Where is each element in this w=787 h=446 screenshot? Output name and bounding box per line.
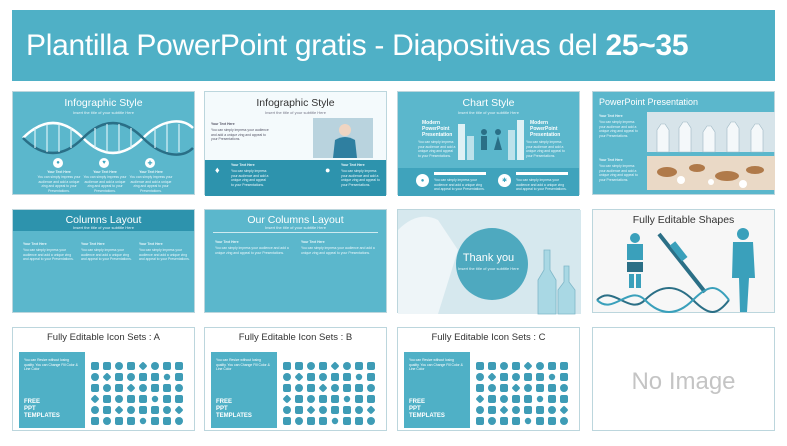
slide-body-text: You can simply impress your audience and add a unique zing and appeal to your Presentations.: [341, 169, 380, 187]
free-ppt-templates-label: FREE PPT TEMPLATES: [216, 399, 252, 419]
heart-icon: ♥: [99, 158, 109, 168]
page-banner: [12, 10, 775, 81]
slide-body-text: You can simply impress your audience and add a unique zing and appeal to your Presentations.: [599, 164, 638, 182]
drop-icon: ●: [416, 174, 429, 187]
no-image-placeholder: No Image: [631, 368, 736, 395]
progress-bar: [516, 172, 568, 175]
slide-thumbnail-icon-sets-a[interactable]: [12, 327, 195, 431]
icon-set-grid: [476, 362, 576, 428]
slide-thumbnail-infographic-style-dna[interactable]: [12, 91, 195, 195]
icon-panel: [211, 352, 277, 428]
slide-body-text: You can simply impress your audience and add a unique zing and appeal to your Presentations.: [418, 140, 456, 158]
doctor-photo: [313, 118, 373, 158]
divider: [213, 232, 378, 233]
slide-body-text: You can simply impress your audience and add a unique zing and appeal to your Presentations.: [139, 248, 190, 262]
slide-title: Chart Style: [462, 97, 515, 109]
slide-body-text: You can simply impress your audience and add a unique zing and appeal to your Presentations.: [599, 120, 638, 138]
slide-subtitle: Insert the title of your subtitle Here: [458, 266, 519, 271]
icon-set-grid: [91, 362, 191, 428]
slide-title: PowerPoint Presentation: [599, 97, 699, 107]
slide-thumbnail-icon-sets-c[interactable]: [397, 327, 580, 431]
icon-panel: [404, 352, 470, 428]
slide-title: Fully Editable Icon Sets : C: [431, 332, 546, 343]
slide-subtitle: Insert the title of your subtitle Here: [265, 225, 326, 230]
free-ppt-templates-label: FREE PPT TEMPLATES: [24, 399, 60, 419]
doctor-figure-icon: [313, 118, 373, 158]
slide-body-text: You can simply impress your audience and add a unique zing and appeal to your Presentations.: [526, 140, 565, 158]
slide-thumbnail-infographic-style-doctor[interactable]: [204, 91, 387, 195]
dna-helix-graphic: [13, 118, 196, 158]
slide-thumbnail-thank-you[interactable]: [397, 209, 580, 313]
slide-label: Your Text Here: [211, 122, 235, 126]
slide-subtitle: Insert the title of your subtitle Here: [265, 110, 326, 115]
slide-label: Your Text Here: [231, 163, 255, 167]
slide-thumbnail-fully-editable-shapes[interactable]: [592, 209, 775, 313]
drop-icon: ●: [325, 165, 331, 175]
progress-bar: [434, 172, 486, 175]
slide-label: Your Text Here: [93, 170, 117, 174]
slide-title: Columns Layout: [65, 214, 142, 226]
page-title: [26, 29, 688, 63]
slide-body-text: You can simply impress your audience and add a unique zing and appeal to your Presentations.: [231, 169, 269, 187]
radiation-icon: ✱: [498, 174, 511, 187]
slide-label: Your Text Here: [81, 242, 105, 246]
slide-body-text: You can simply impress your audience and add a unique zing and appeal to your Presentations.: [215, 246, 289, 255]
slide-label: Your Text Here: [139, 242, 163, 246]
slide-label: Your Text Here: [215, 240, 239, 244]
slide-body-text: You can simply impress your audience and add a unique zing and appeal to your Presentations.: [434, 178, 485, 192]
lab-bottles-photo: [647, 112, 775, 190]
slide-label: Your Text Here: [47, 170, 71, 174]
page-title-prefix: Plantilla PowerPoint gratis - Diapositivas del: [26, 28, 606, 62]
slide-title: Infographic Style: [256, 97, 335, 109]
slide-subtitle: Insert the title of your subtitle Here: [73, 110, 134, 115]
slide-label: Modern PowerPoint Presentation: [530, 120, 561, 138]
slide-title: Fully Editable Icon Sets : A: [46, 332, 160, 343]
slide-thumbnail-no-image[interactable]: [592, 327, 775, 431]
slide-label: Your Text Here: [139, 170, 163, 174]
icon-panel-text: You can Resize without losing quality. You can Change Fill Color & Line Color: [409, 358, 463, 372]
slide-title: Fully Editable Shapes: [632, 214, 735, 226]
slide-body-text: You can simply impress your audience and add a unique zing and appeal to your Presentations.: [23, 248, 74, 262]
icon-panel-text: You can Resize without losing quality. You can Change Fill Color & Line Color: [24, 358, 78, 372]
icon-set-grid: [283, 362, 383, 428]
slide-body-text: You can simply impress your audience and add a unique zing and appeal to your Presentations.: [516, 178, 567, 192]
slide-body-text: You can simply impress your audience and add a unique zing and appeal to your Presentations.: [83, 175, 127, 193]
slide-label: Your Text Here: [599, 158, 623, 162]
slide-label: Your Text Here: [301, 240, 325, 244]
slide-title: Fully Editable Icon Sets : B: [238, 332, 353, 343]
slide-label: Modern PowerPoint Presentation: [422, 120, 453, 138]
slide-thumbnail-icon-sets-b[interactable]: [204, 327, 387, 431]
slide-label: Your Text Here: [599, 114, 623, 118]
gender-bars-graphic: [456, 116, 526, 160]
slide-body-text: You can simply impress your audience and add a unique zing and appeal to your Presentations.: [81, 248, 132, 262]
tooth-icon: ♦: [215, 165, 220, 175]
slide-title: Our Columns Layout: [247, 214, 344, 226]
slide-thumbnail-powerpoint-presentation[interactable]: [592, 91, 775, 195]
thank-you-circle: [456, 228, 528, 300]
slide-subtitle: Insert the title of your subtitle Here: [73, 225, 134, 230]
slide-label: Your Text Here: [23, 242, 47, 246]
slide-thumbnail-grid: [12, 91, 777, 441]
page-title-range: 25~35: [605, 28, 689, 62]
slide-body-text: You can simply impress your audience and add a unique zing and appeal to your Presentations.: [211, 128, 269, 142]
slide-body-text: You can simply impress your audience and add a unique zing and appeal to your Presentations.: [37, 175, 81, 193]
pills-icon: ✚: [145, 158, 155, 168]
person-icon: ●: [53, 158, 63, 168]
slide-subtitle: Insert the title of your subtitle Here: [458, 110, 519, 115]
medical-shapes-graphic: [593, 228, 776, 314]
slide-title: Infographic Style: [64, 97, 143, 109]
icon-panel-text: You can Resize without losing quality. You can Change Fill Color & Line Color: [216, 358, 270, 372]
slide-thumbnail-our-columns-layout[interactable]: [204, 209, 387, 313]
slide-thumbnail-columns-layout[interactable]: [12, 209, 195, 313]
slide-title: Thank you: [462, 252, 515, 264]
icon-panel: [19, 352, 85, 428]
slide-body-text: You can simply impress your audience and add a unique zing and appeal to your Presentations.: [129, 175, 173, 193]
slide-body-text: You can simply impress your audience and add a unique zing and appeal to your Presentations.: [301, 246, 375, 255]
free-ppt-templates-label: FREE PPT TEMPLATES: [409, 399, 445, 419]
slide-thumbnail-chart-style[interactable]: [397, 91, 580, 195]
slide-label: Your Text Here: [341, 163, 365, 167]
